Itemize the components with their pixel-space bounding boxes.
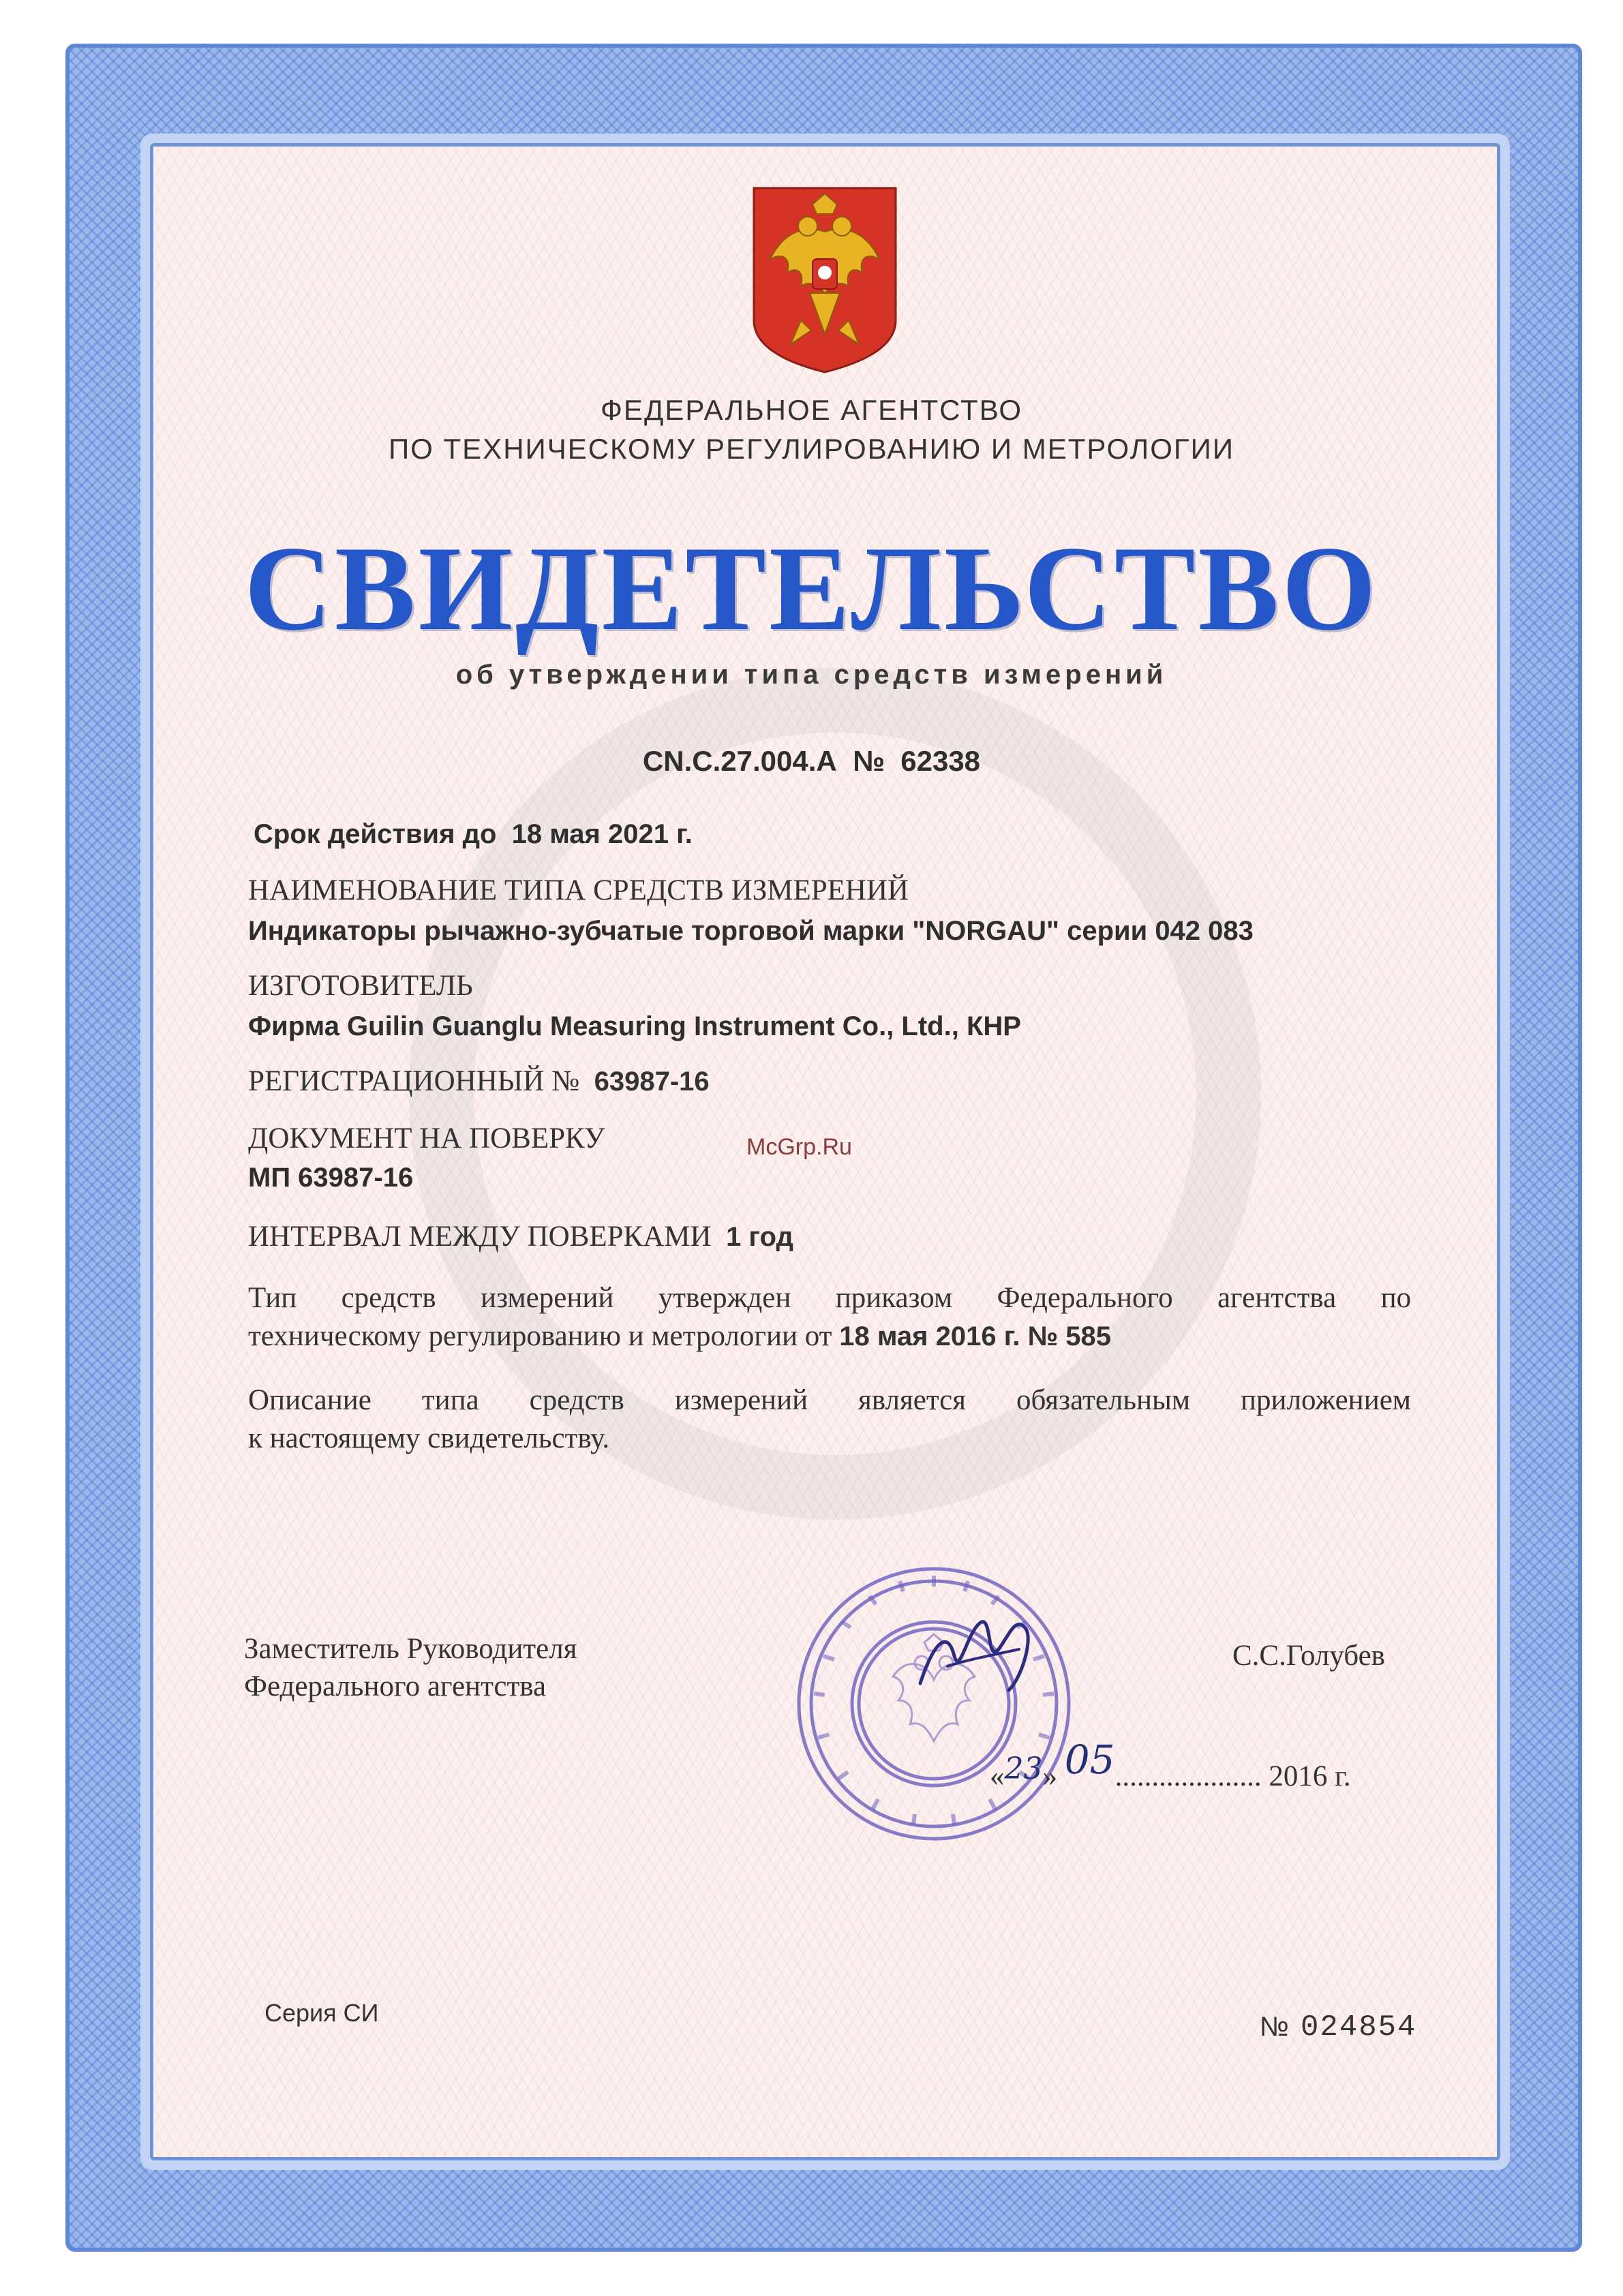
verification-doc-value: МП 63987-16 xyxy=(248,1163,414,1193)
approval-line1 xyxy=(248,1281,1411,1315)
agency-name-line2: ПО ТЕХНИЧЕСКОМУ РЕГУЛИРОВАНИЮ И МЕТРОЛОГИИ xyxy=(388,433,1235,465)
approval-order: 18 мая 2016 г. № 585 xyxy=(839,1321,1112,1351)
registration-value: 63987-16 xyxy=(594,1067,710,1097)
handwritten-signature xyxy=(907,1602,1043,1711)
registration-line xyxy=(248,1065,710,1098)
description-line1 xyxy=(248,1383,1411,1417)
form-number: 024854 xyxy=(1301,2010,1417,2045)
series-label: Серия СИ xyxy=(264,1999,379,2027)
approval-word: утвержден xyxy=(658,1282,791,1314)
approval-word: средств xyxy=(341,1282,436,1314)
validity-label: Срок действия до xyxy=(254,819,497,849)
approval-word: измерений xyxy=(481,1282,614,1314)
site-watermark: McGrp.Ru xyxy=(746,1134,852,1160)
approval-word: Тип xyxy=(248,1282,297,1314)
certificate-number xyxy=(0,745,1623,778)
registration-label: РЕГИСТРАЦИОННЫЙ № xyxy=(248,1065,580,1097)
date-open-quote: « xyxy=(990,1760,1005,1792)
form-number-sign: № xyxy=(1260,2012,1289,2042)
coat-of-arms-emblem xyxy=(750,184,900,375)
description-line2: к настоящему свидетельству. xyxy=(248,1422,610,1454)
description-word: измерений xyxy=(674,1384,808,1416)
description-word: является xyxy=(858,1384,967,1416)
signer-position-line2: Федерального агентства xyxy=(244,1670,547,1702)
date-close-quote: » xyxy=(1042,1760,1057,1792)
verification-doc-label: ДОКУМЕНТ НА ПОВЕРКУ xyxy=(248,1122,605,1154)
signature-date-line xyxy=(990,1736,1351,1795)
date-month: 05 xyxy=(1064,1736,1115,1783)
description-word: обязательным xyxy=(1016,1384,1191,1416)
certificate-prefix: CN.C.27.004.A xyxy=(642,745,837,777)
signer-position-line1: Заместитель Руководителя xyxy=(244,1633,577,1665)
agency-name-line1: ФЕДЕРАЛЬНОЕ АГЕНТСТВО xyxy=(601,394,1022,426)
description-word: приложением xyxy=(1241,1384,1412,1416)
certificate-number-sign: № xyxy=(853,745,885,777)
interval-value: 1 год xyxy=(726,1222,793,1252)
description-word: Описание xyxy=(248,1384,371,1416)
validity-date: 18 мая 2021 г. xyxy=(511,819,693,849)
validity-line xyxy=(254,819,693,850)
approval-word: Федерального xyxy=(997,1282,1173,1314)
date-year: 2016 г. xyxy=(1269,1760,1351,1792)
date-day: 23 xyxy=(1004,1751,1043,1786)
certificate-subtitle: об утверждении типа средств измерений xyxy=(455,660,1168,690)
manufacturer-label: ИЗГОТОВИТЕЛЬ xyxy=(248,970,473,1002)
interval-line xyxy=(248,1220,793,1253)
approval-word: приказом xyxy=(835,1282,953,1314)
certificate-number-value: 62338 xyxy=(900,745,981,777)
approval-word: по xyxy=(1380,1282,1412,1314)
signer-name: С.С.Голубев xyxy=(1232,1640,1385,1672)
approval-line2-text: техническому регулированию и метрологии от xyxy=(248,1320,832,1352)
date-dots: .................... xyxy=(1114,1760,1262,1792)
certificate-title: СВИДЕТЕЛЬСТВО xyxy=(244,521,1379,656)
interval-label: ИНТЕРВАЛ МЕЖДУ ПОВЕРКАМИ xyxy=(248,1221,712,1253)
approval-line2 xyxy=(248,1319,1111,1353)
manufacturer-value: Фирма Guilin Guanglu Measuring Instrument Co., Ltd., КНР xyxy=(248,1011,1021,1041)
type-name-value: Индикаторы рычажно-зубчатые торговой марки "NORGAU" серии 042 083 xyxy=(248,916,1254,946)
approval-word: агентства xyxy=(1217,1282,1337,1314)
description-word: типа xyxy=(421,1384,479,1416)
description-word: средств xyxy=(529,1384,624,1416)
type-name-label: НАИМЕНОВАНИЕ ТИПА СРЕДСТВ ИЗМЕРЕНИЙ xyxy=(248,874,909,906)
